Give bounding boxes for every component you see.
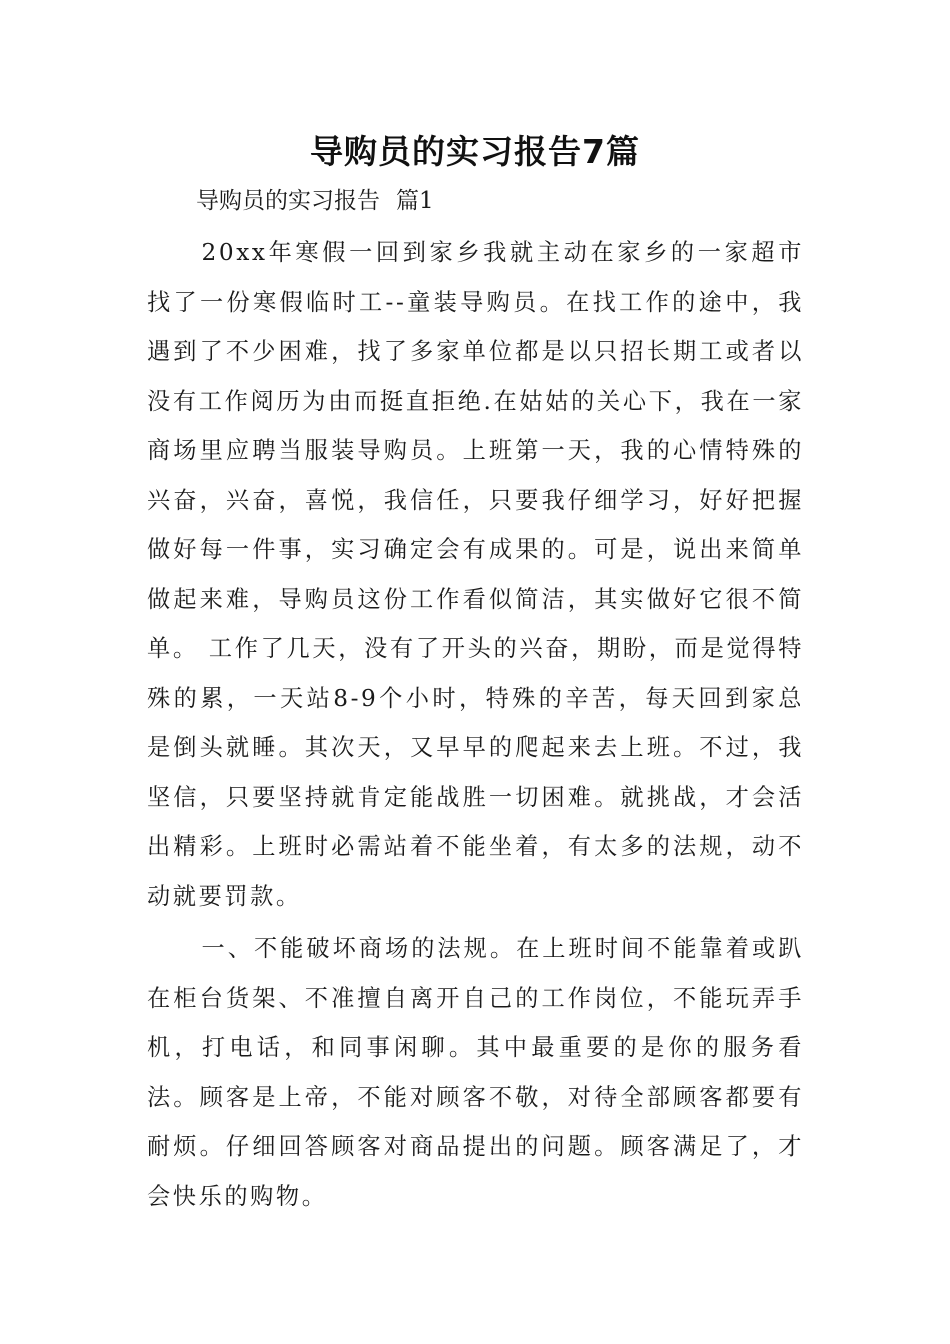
body-paragraph: 20xx年寒假一回到家乡我就主动在家乡的一家超市找了一份寒假临时工--童装导购员。在找工作的途中，我遇到了不少困难，找了多家单位都是以只招长期工或者以没有工作阅历为由而挺直拒绝.在姑姑的关心下，我在一家商场里应聘当服装导购员。上班第一天，我的心情特殊的兴奋，兴奋，喜悦，我信任，只要我仔细学习，好好把握做好每一件事，实习确定会有成果的。可是，说出来简单做起来难，导购员这份工作看似简洁，其实做好它很不简单。 工作了几天，没有了开头的兴奋，期盼，而是觉得特殊的累，一天站8-9个小时，特殊的辛苦，每天回到家总是倒头就睡。其次天，又早早的爬起来去上班。不过，我坚信，只要坚持就肯定能战胜一切困难。就挑战，才会活出精彩。上班时必需站着不能坐着，有太多的法规，动不动就要罚款。 [147,239,804,910]
section-heading-text: 导购员的实习报告 [196,188,380,214]
section-heading-part: 篇1 [396,188,434,214]
section-heading [196,181,434,221]
document-title: 导购员的实习报告7篇 [310,132,640,171]
body-paragraph: 一、不能破坏商场的法规。在上班时间不能靠着或趴在柜台货架、不准擅自离开自己的工作岗位，不能玩弄手机，打电话，和同事闲聊。其中最重要的是你的服务看法。顾客是上帝，不能对顾客不敬，对待全部顾客都要有耐烦。仔细回答顾客对商品提出的问题。顾客满足了，才会快乐的购物。 [147,935,804,1210]
